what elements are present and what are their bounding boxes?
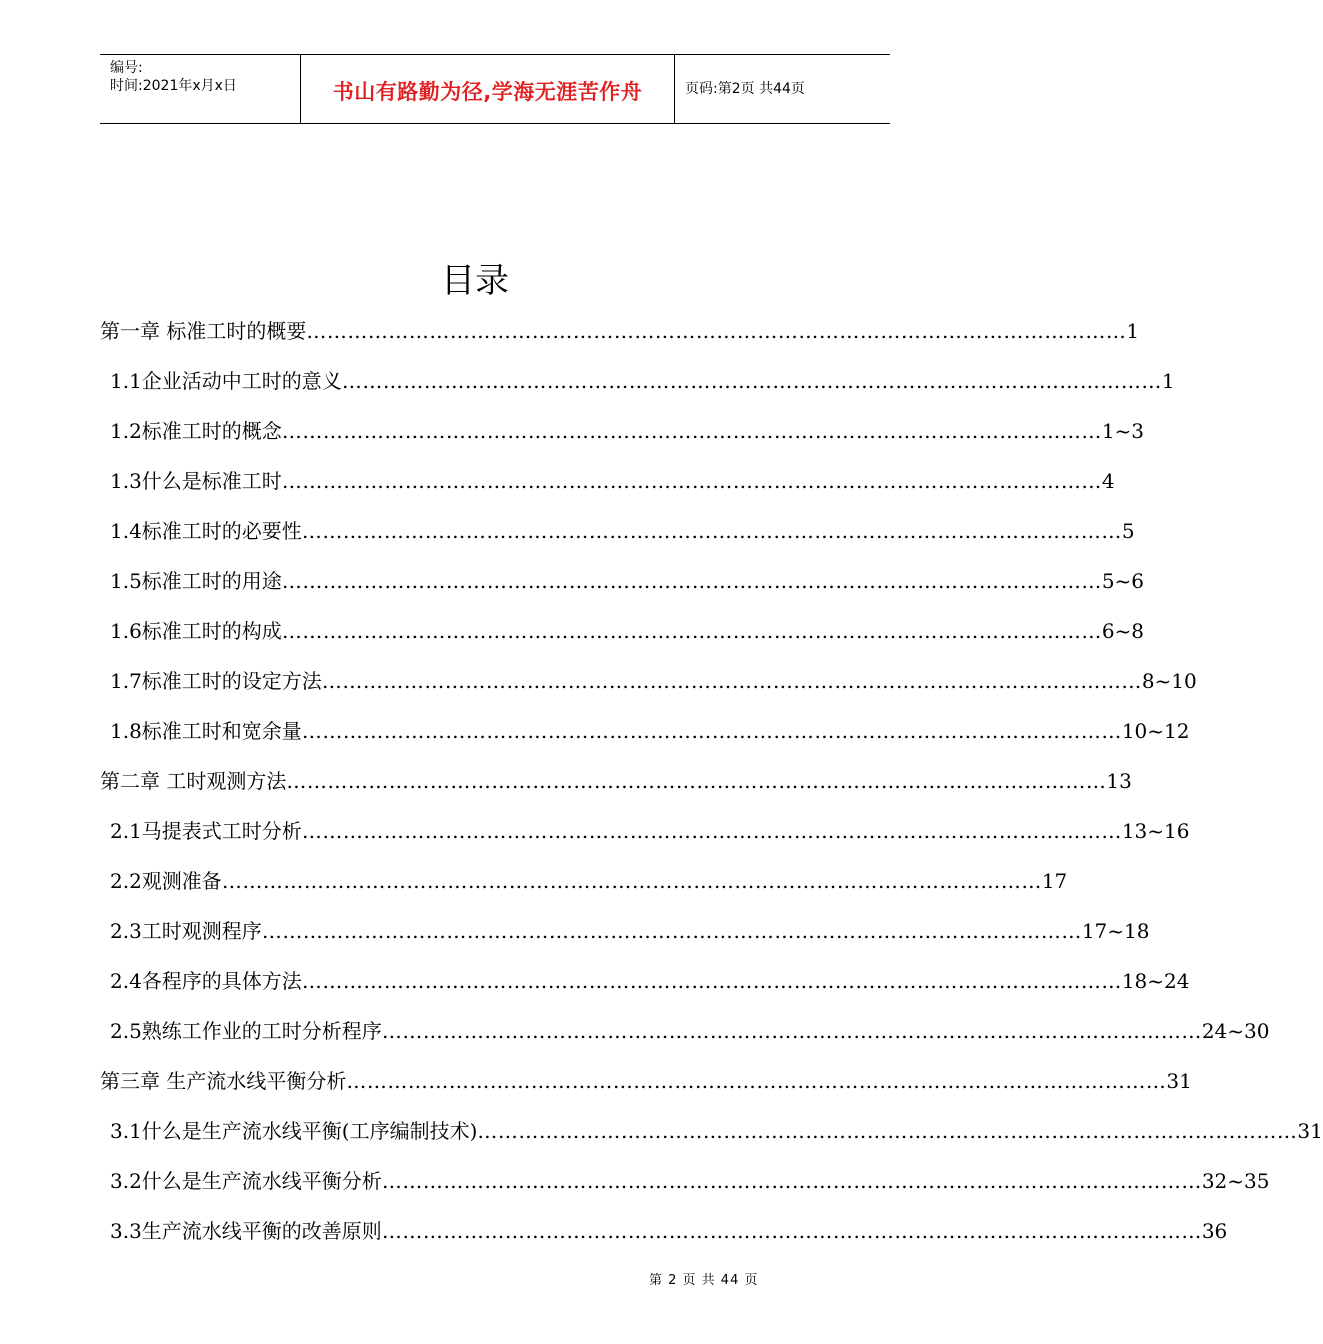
toc-entry xyxy=(110,816,1190,846)
toc-entry xyxy=(110,866,1068,896)
toc-label: 2.1马提表式工时分析 xyxy=(110,819,302,843)
toc-entry xyxy=(110,1116,1323,1146)
toc-entry xyxy=(110,1166,1270,1196)
toc-entry xyxy=(110,616,1145,646)
toc-page: 13 xyxy=(1106,769,1132,793)
toc-leader: ………………………………………………………………………………………………………… xyxy=(477,1119,1298,1143)
toc-page: 17~18 xyxy=(1081,919,1150,943)
toc-label: 1.4标准工时的必要性 xyxy=(110,519,302,543)
toc-label: 1.6标准工时的构成 xyxy=(110,619,282,643)
toc-label: 2.3工时观测程序 xyxy=(110,919,262,943)
toc-entry xyxy=(110,466,1115,496)
toc-leader: ………………………………………………………………………………………………………… xyxy=(301,719,1122,743)
toc-leader: ………………………………………………………………………………………………………… xyxy=(381,1219,1202,1243)
toc-label: 3.2什么是生产流水线平衡分析 xyxy=(110,1169,382,1193)
toc-leader: ………………………………………………………………………………………………………… xyxy=(381,1169,1202,1193)
serial-label: 编号: xyxy=(110,60,143,76)
toc-page: 17 xyxy=(1041,869,1068,893)
toc-entry xyxy=(110,666,1197,696)
toc-label: 3.1什么是生产流水线平衡(工序编制技术) xyxy=(110,1119,478,1143)
toc-page: 1 xyxy=(1161,369,1175,393)
header-table xyxy=(100,54,890,124)
toc-label: 1.2标准工时的概念 xyxy=(110,419,282,443)
toc-entry xyxy=(110,516,1135,546)
toc-page: 6~8 xyxy=(1101,619,1145,643)
toc-page: 1~3 xyxy=(1101,419,1145,443)
toc-page: 5~6 xyxy=(1101,569,1145,593)
toc-leader: ………………………………………………………………………………………………………… xyxy=(346,1069,1167,1093)
toc-leader: ………………………………………………………………………………………………………… xyxy=(381,1019,1202,1043)
page-title: 目录 xyxy=(441,261,509,301)
toc-page: 1 xyxy=(1126,319,1140,343)
motto: 书山有路勤为径,学海无涯苦作舟 xyxy=(332,80,643,104)
toc-page: 31 xyxy=(1297,1119,1323,1143)
toc-entry xyxy=(110,416,1145,446)
time-label: 时间:2021年x月x日 xyxy=(110,78,237,94)
toc-label: 2.2观测准备 xyxy=(110,869,222,893)
toc-leader: ………………………………………………………………………………………………………… xyxy=(281,569,1102,593)
toc-leader: ………………………………………………………………………………………………………… xyxy=(261,919,1082,943)
toc-label: 2.5熟练工作业的工时分析程序 xyxy=(110,1019,382,1043)
toc-leader: ………………………………………………………………………………………………………… xyxy=(301,969,1122,993)
toc-label: 1.5标准工时的用途 xyxy=(110,569,282,593)
toc-leader: ………………………………………………………………………………………………………… xyxy=(341,369,1162,393)
toc-page: 10~12 xyxy=(1121,719,1190,743)
toc-entry xyxy=(100,766,1132,796)
toc-label: 2.4各程序的具体方法 xyxy=(110,969,302,993)
toc-page: 18~24 xyxy=(1121,969,1190,993)
toc-label: 第二章 工时观测方法 xyxy=(100,769,287,793)
toc-leader: ………………………………………………………………………………………………………… xyxy=(286,769,1107,793)
toc-page: 36 xyxy=(1201,1219,1228,1243)
toc-entry xyxy=(100,316,1140,346)
toc-leader: ………………………………………………………………………………………………………… xyxy=(281,469,1102,493)
toc-page: 5 xyxy=(1121,519,1135,543)
header-right-cell xyxy=(675,55,890,123)
toc-page: 24~30 xyxy=(1201,1019,1270,1043)
header-left-cell xyxy=(100,55,301,123)
toc-entry xyxy=(100,1066,1192,1096)
toc-label: 第三章 生产流水线平衡分析 xyxy=(100,1069,347,1093)
page-footer: 第 2 页 共 44 页 xyxy=(649,1273,759,1288)
toc-leader: ………………………………………………………………………………………………………… xyxy=(301,819,1122,843)
toc-leader: ………………………………………………………………………………………………………… xyxy=(301,519,1122,543)
toc-page: 31 xyxy=(1166,1069,1192,1093)
toc-entry xyxy=(110,1016,1270,1046)
toc-entry xyxy=(110,916,1150,946)
toc-leader: ………………………………………………………………………………………………………… xyxy=(281,619,1102,643)
toc-leader: ………………………………………………………………………………………………………… xyxy=(221,869,1042,893)
toc-label: 1.7标准工时的设定方法 xyxy=(110,669,322,693)
toc-leader: ………………………………………………………………………………………………………… xyxy=(321,669,1142,693)
header-center-cell xyxy=(301,55,675,123)
toc-entry xyxy=(110,716,1190,746)
toc-leader: ………………………………………………………………………………………………………… xyxy=(306,319,1127,343)
toc-page: 32~35 xyxy=(1201,1169,1270,1193)
toc-label: 1.8标准工时和宽余量 xyxy=(110,719,302,743)
toc-page: 8~10 xyxy=(1141,669,1197,693)
toc-label: 3.3生产流水线平衡的改善原则 xyxy=(110,1219,382,1243)
toc-entry xyxy=(110,1216,1228,1246)
toc-page: 4 xyxy=(1101,469,1115,493)
toc-entry xyxy=(110,566,1145,596)
page-label: 页码:第2页 共44页 xyxy=(685,81,805,97)
toc-page: 13~16 xyxy=(1121,819,1190,843)
toc-leader: ………………………………………………………………………………………………………… xyxy=(281,419,1102,443)
toc-label: 1.1企业活动中工时的意义 xyxy=(110,369,342,393)
toc-entry xyxy=(110,366,1175,396)
toc-entry xyxy=(110,966,1190,996)
toc-label: 第一章 标准工时的概要 xyxy=(100,319,307,343)
toc-label: 1.3什么是标准工时 xyxy=(110,469,282,493)
